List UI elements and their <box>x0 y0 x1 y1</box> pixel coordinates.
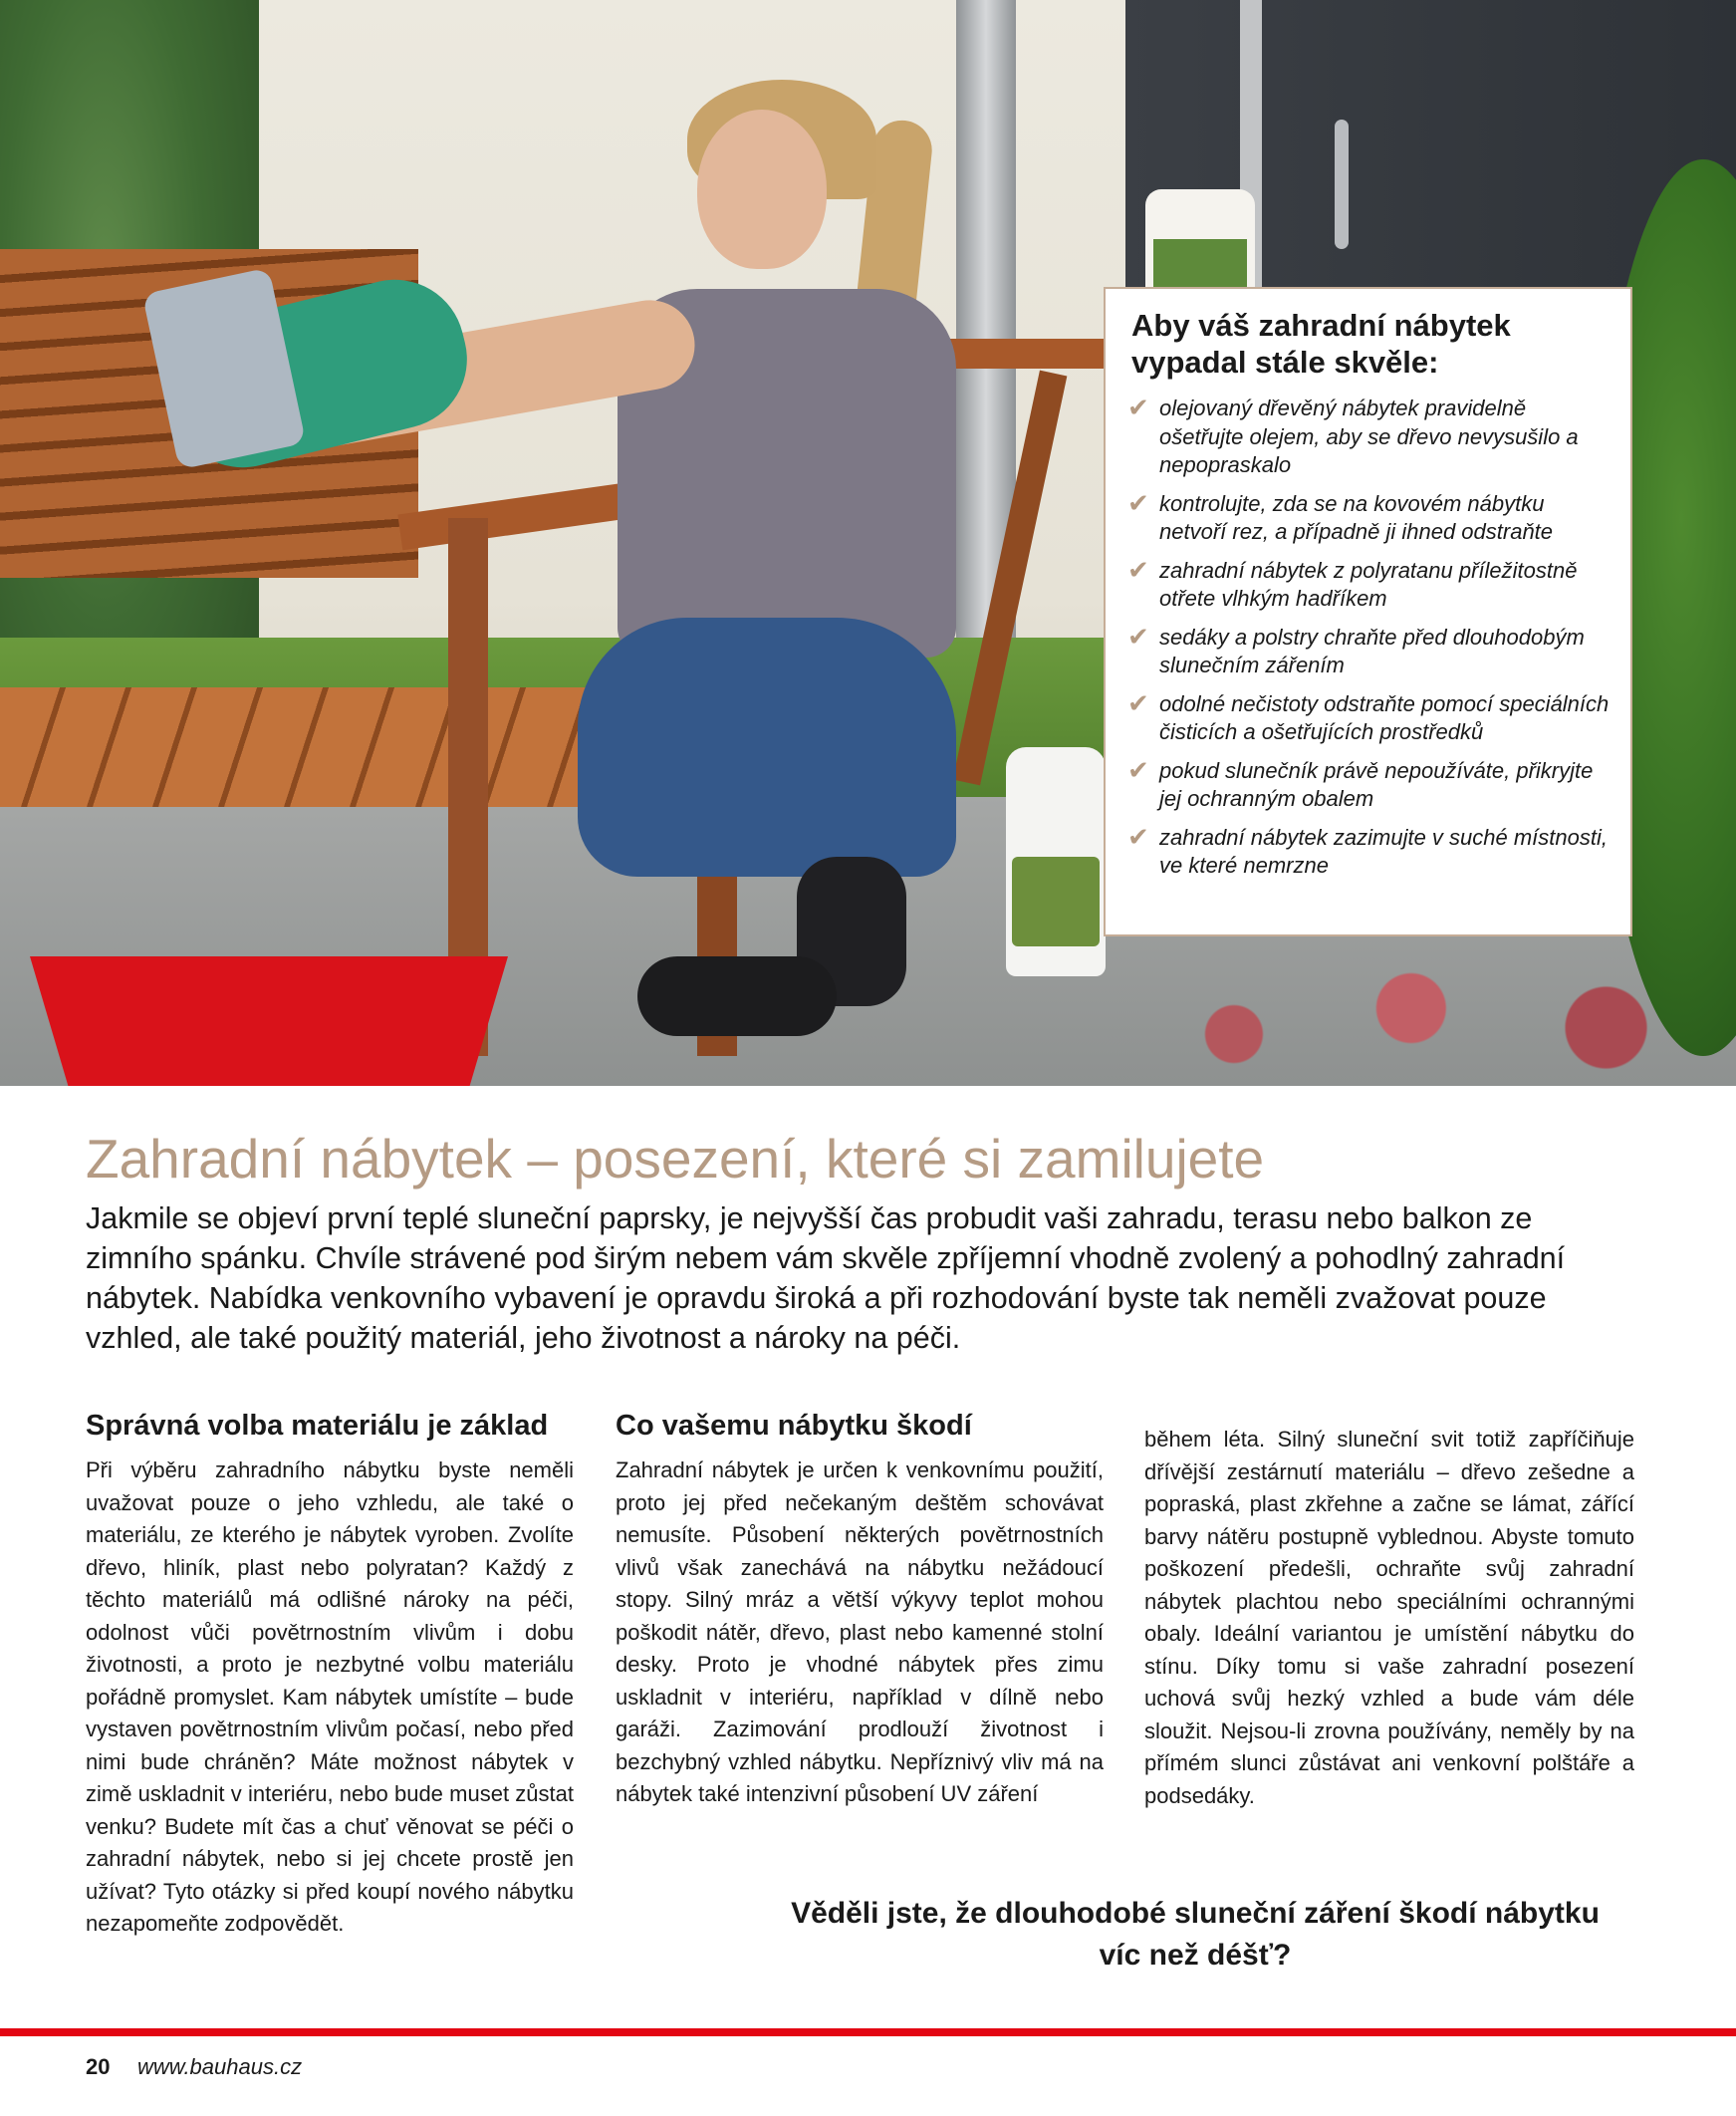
section-text-damage: Zahradní nábytek je určen k venkovnímu použití, proto jej před nečekaným deštěm schovávat nemusíte. Působení některých povětrnostních vlivů však zanechává na nábytku nežádoucí stopy. Silný mráz a větší výkyvy teplot mohou poškodit nátěr, dřevo, plast nebo kamenné stolní desky. Proto je vhodné nábytek přes zimu uskladnit v interiéru, například v dílně nebo garáži. Zazimování prodlouží životnost i bezchybný vzhled nábytku. Nepříznivý vliv má na nábytek také intenzivní působení UV záření <box>616 1457 1104 1806</box>
care-tip <box>1123 754 1612 814</box>
care-tip <box>1123 487 1612 547</box>
care-tip <box>1123 554 1612 614</box>
care-tip <box>1123 621 1612 680</box>
section-title-damage: Co vašemu nábytku škodí <box>616 1410 972 1442</box>
care-tips-list <box>1123 395 1612 881</box>
page-number: 20 <box>86 2054 111 2079</box>
care-tip <box>1123 395 1612 480</box>
care-tips-title: Aby váš zahradní nábytek vypadal stále skvěle: <box>1131 308 1511 380</box>
care-tip <box>1123 687 1612 747</box>
check-icon: ✔ <box>1127 621 1149 652</box>
care-tip-text: sedáky a polstry chraňte před dlouhodobým slunečním zářením <box>1159 624 1585 677</box>
spray-bottle-label <box>1012 857 1100 946</box>
person-face <box>697 110 827 269</box>
care-tips-box <box>1104 287 1632 936</box>
care-tip <box>1123 821 1612 881</box>
care-tip-text: zahradní nábytek z polyratanu příležitostně otřete vlhkým hadříkem <box>1159 557 1578 611</box>
check-icon: ✔ <box>1127 687 1149 718</box>
article-headline: Zahradní nábytek – posezení, které si zamilujete <box>86 1128 1265 1190</box>
red-bucket <box>30 956 508 1086</box>
footer-rule <box>0 2028 1736 2036</box>
door-handle <box>1335 120 1349 249</box>
care-tip-text: pokud slunečník právě nepoužíváte, přikryjte jej ochranným obalem <box>1159 757 1594 811</box>
care-tip-text: olejovaný dřevěný nábytek pravidelně ošetřujte olejem, aby se dřevo nevysušilo a nepopraskalo <box>1159 396 1579 477</box>
person-jeans <box>578 618 956 877</box>
check-icon: ✔ <box>1127 754 1149 785</box>
check-icon: ✔ <box>1127 487 1149 518</box>
article-lead: Jakmile se objeví první teplé sluneční paprsky, je nejvyšší čas probudit vaši zahradu, terasu nebo balkon ze zimního spánku. Chvíle strávené pod širým nebem vám skvěle zpříjemní vhodně zvolený a pohodlný zahradní nábytek. Nabídka venkovního vybavení je opravdu široká a při rozhodování byste tak neměli zvažovat pouze vzhled, ale také použitý materiál, jeho životnost a nároky na péči. <box>86 1201 1566 1355</box>
flowers <box>1145 956 1736 1086</box>
check-icon: ✔ <box>1127 554 1149 585</box>
section-text-material: Při výběru zahradního nábytku byste neměli uvažovat pouze o jeho vzhledu, ale také o materiálu, ze kterého je nábytek vyroben. Zvolíte dřevo, hliník, plast nebo polyratan? Každý z těchto materiálů má odlišné nároky na péči, odolnost vůči povětrnostním vlivům i dobu životnosti, a proto je nezbytné volbu materiálu pořádně promyslet. Kam nábytek umístíte – bude vystaven povětrnostním vlivům počasí, nebo před nimi bude chráněn? Máte možnost nábytek v zimě uskladnit v interiéru, nebo bude muset zůstat venku? Budete mít čas a chuť věnovat se péči o zahradní nábytek, nebo si jej chcete prostě jen užívat? Tyto otázky si před koupí nového nábytku nezapomeňte zodpovědět. <box>86 1457 574 1936</box>
care-tip-text: kontrolujte, zda se na kovovém nábytku netvoří rez, a případně ji ihned odstraňte <box>1159 490 1554 544</box>
person-shoe <box>637 956 837 1036</box>
care-tip-text: zahradní nábytek zazimujte v suché místnosti, ve které nemrzne <box>1159 824 1608 878</box>
did-you-know-fact: Věděli jste, že dlouhodobé sluneční záření škodí nábytku víc než déšť? <box>791 1897 1600 1972</box>
check-icon: ✔ <box>1127 821 1149 852</box>
check-icon: ✔ <box>1127 393 1149 422</box>
care-tip-text: odolné nečistoty odstraňte pomocí speciálních čisticích a ošetřujících prostředků <box>1159 690 1610 744</box>
website-link[interactable]: www.bauhaus.cz <box>137 2054 303 2079</box>
section-text-damage-continued: během léta. Silný sluneční svit totiž zapříčiňuje dřívější zestárnutí materiálu – dřevo zešedne a popraská, plast zkřehne a začne se lámat, zářící barvy nátěru postupně vyblednou. Abyste tomuto poškození předešli, ochraňte svůj zahradní nábytek plachtou nebo speciálními ochrannými obaly. Ideální variantou je umístění nábytku do stínu. Díky tomu si vaše zahradní posezení uchová svůj hezký vzhled a bude vám déle sloužit. Nejsou-li zrovna používány, neměly by na přímém slunci zůstávat ani venkovní polštáře a podsedáky. <box>1144 1427 1634 1808</box>
section-title-material: Správná volba materiálu je základ <box>86 1410 549 1442</box>
